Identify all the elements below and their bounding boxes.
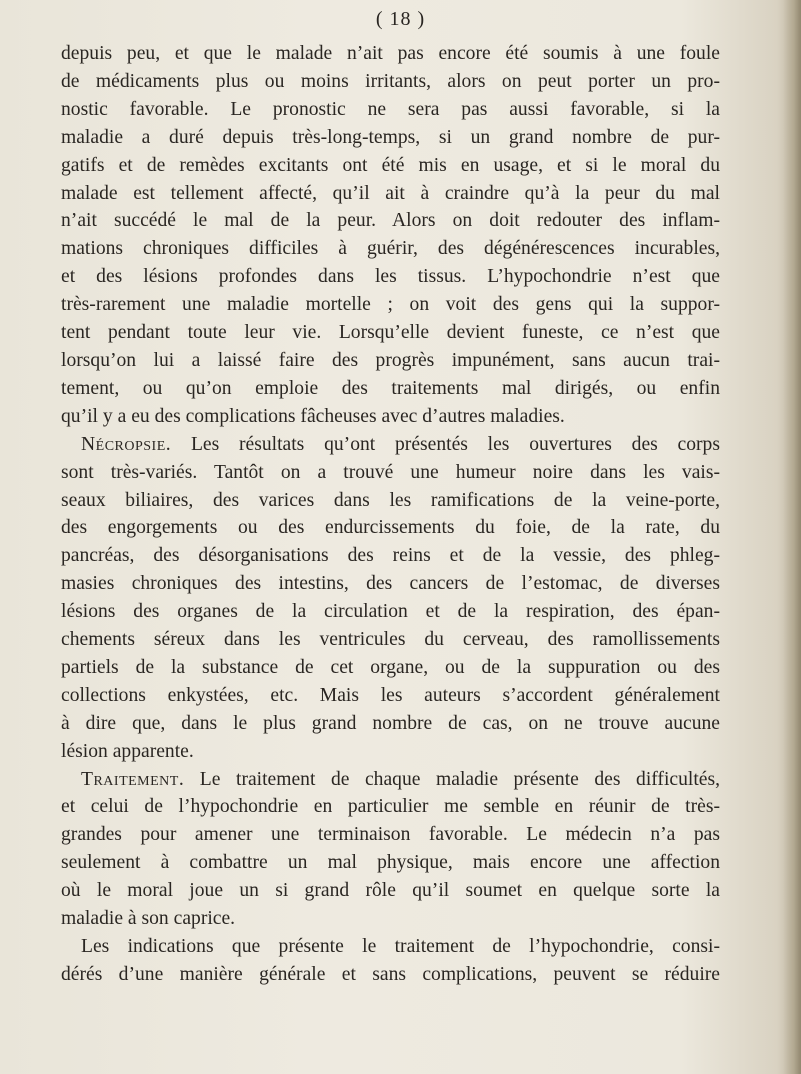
section-heading-traitement: Traitement. (81, 768, 185, 790)
text-line: et des lésions profondes dans les tissus. L’hypochondrie n’est que (61, 266, 720, 288)
text-line: lorsqu’on lui a laissé faire des progrès impunément, sans aucun trai- (61, 349, 720, 371)
text-line: maladie a duré depuis très-long-temps, si un grand nombre de pur- (61, 126, 720, 148)
text-line: masies chroniques des intestins, des cancers de l’estomac, de diverses (61, 573, 720, 595)
text-line: pancréas, des désorganisations des reins et de la vessie, des phleg- (61, 545, 720, 567)
text-line: mations chroniques difficiles à guérir, des dégénérescences incurables, (61, 238, 720, 260)
page-number: ( 18 ) (375, 8, 426, 30)
text-line: dérés d’une manière générale et sans complications, peuvent se réduire (61, 963, 720, 985)
text-line: tement, ou qu’on emploie des traitements mal dirigés, ou enfin (61, 377, 720, 399)
text-line: grandes pour amener une terminaison favorable. Le médecin n’a pas (61, 824, 720, 846)
text-line: seulement à combattre un mal physique, mais encore une affection (61, 852, 720, 874)
text-line: n’ait succédé le mal de la peur. Alors on doit redouter des inflam- (61, 210, 720, 232)
text-line: Les indications que présente le traitement de l’hypochondrie, consi- (81, 936, 720, 957)
text-line: seaux biliaires, des varices dans les ramifications de la veine-porte, (61, 489, 720, 511)
text-fragment: Le traitement de chaque maladie présente des difficultés, (199, 768, 721, 790)
text-line: nostic favorable. Le pronostic ne sera pas aussi favorable, si la (61, 98, 720, 120)
section-heading-necropsie: Nécropsie. (81, 433, 172, 455)
text-line: très-rarement une maladie mortelle ; on voit des gens qui la suppor- (61, 294, 720, 316)
text-line: depuis peu, et que le malade n’ait pas encore été soumis à une foule (61, 43, 720, 64)
text-line: de médicaments plus ou moins irritants, alors on peut porter un pro- (61, 70, 720, 92)
text-line: lésions des organes de la circulation et de la respiration, des épan- (61, 601, 720, 623)
text-line: chements séreux dans les ventricules du cerveau, des ramollissements (61, 629, 720, 651)
text-fragment: Les résultats qu’ont présentés les ouvertures des corps (190, 433, 720, 455)
text-line: qu’il y a eu des complications fâcheuses avec d’autres maladies. (61, 405, 565, 427)
text-line: malade est tellement affecté, qu’il ait à craindre qu’à la peur du mal (61, 182, 720, 204)
text-line: et celui de l’hypochondrie en particulier me semble en réunir de très- (61, 796, 720, 818)
text-line: où le moral joue un si grand rôle qu’il soumet en quelque sorte la (61, 880, 720, 902)
text-line: collections enkystées, etc. Mais les auteurs s’accordent généralement (61, 684, 720, 706)
text-line: sont très-variés. Tantôt on a trouvé une humeur noire dans les vais- (61, 461, 720, 483)
body-text (61, 40, 720, 989)
text-line: lésion apparente. (61, 740, 194, 762)
text-line (61, 431, 720, 459)
text-line: à dire que, dans le plus grand nombre de cas, on ne trouve aucune (61, 712, 720, 734)
text-line: tent pendant toute leur vie. Lorsqu’elle devient funeste, ce n’est que (61, 322, 720, 344)
text-line: partiels de la substance de cet organe, ou de la suppuration ou des (61, 656, 720, 678)
page-edge-shadow (783, 0, 801, 1074)
text-line (61, 766, 720, 794)
text-line: maladie à son caprice. (61, 908, 236, 930)
text-line: gatifs et de remèdes excitants ont été mis en usage, et si le moral du (61, 154, 720, 176)
text-line: des engorgements ou des endurcissements du foie, de la rate, du (61, 517, 720, 539)
